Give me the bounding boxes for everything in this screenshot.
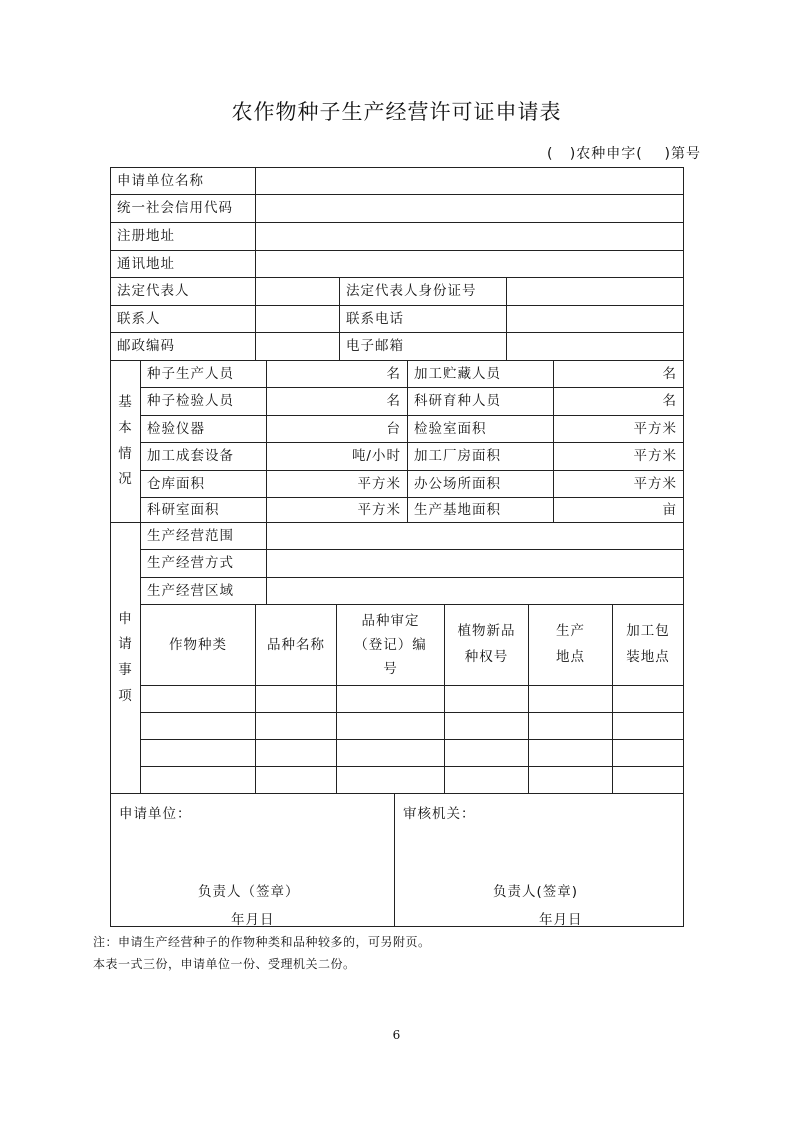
basic-value[interactable]: 平方米 — [267, 498, 408, 523]
crop-row-cell[interactable] — [445, 686, 529, 713]
crop-row-cell[interactable] — [445, 767, 529, 794]
crop-row-cell[interactable] — [141, 713, 256, 740]
crop-row-cell[interactable] — [529, 686, 613, 713]
field-contact[interactable] — [256, 306, 340, 333]
crop-row-cell[interactable] — [141, 686, 256, 713]
basic-label: 办公场所面积 — [408, 471, 554, 498]
basic-value[interactable]: 台 — [267, 416, 408, 443]
label-legal-rep-id: 法定代表人身份证号 — [340, 278, 507, 306]
form-title: 农作物种子生产经营许可证申请表 — [231, 100, 562, 124]
crop-row-cell[interactable] — [529, 713, 613, 740]
basic-value[interactable]: 名 — [267, 388, 408, 416]
label-email: 电子邮箱 — [340, 333, 507, 361]
field-email[interactable] — [507, 333, 683, 361]
basic-label: 加工贮藏人员 — [408, 361, 554, 388]
basic-value[interactable]: 平方米 — [554, 471, 683, 498]
field-scope[interactable] — [267, 523, 683, 550]
crop-row-cell[interactable] — [337, 740, 445, 767]
field-mailing-address[interactable] — [256, 251, 683, 278]
label-mailing-address: 通讯地址 — [111, 251, 256, 278]
label-mode: 生产经营方式 — [141, 550, 267, 578]
crop-row-cell[interactable] — [141, 767, 256, 794]
crop-row-cell[interactable] — [256, 713, 337, 740]
crop-row-cell[interactable] — [256, 767, 337, 794]
basic-value[interactable]: 名 — [267, 361, 408, 388]
field-registered-address[interactable] — [256, 223, 683, 251]
label-phone: 联系电话 — [340, 306, 507, 333]
basic-value[interactable]: 平方米 — [554, 416, 683, 443]
label-applicant-name: 申请单位名称 — [111, 168, 256, 195]
crop-row-cell[interactable] — [256, 686, 337, 713]
crop-row-cell[interactable] — [529, 740, 613, 767]
field-legal-rep[interactable] — [256, 278, 340, 306]
label-registered-address: 注册地址 — [111, 223, 256, 251]
col-pvp-no: 植物新品 种权号 — [445, 605, 529, 686]
crop-row-cell[interactable] — [445, 713, 529, 740]
document-number: ( )农种申字( )第号 — [546, 146, 701, 162]
col-variety: 品种名称 — [256, 605, 337, 686]
col-approval-no: 品种审定 （登记）编 号 — [337, 605, 445, 686]
crop-row-cell[interactable] — [613, 686, 683, 713]
field-mode[interactable] — [267, 550, 683, 578]
label-region: 生产经营区域 — [141, 578, 267, 605]
basic-label: 检验室面积 — [408, 416, 554, 443]
reviewer-responsible: 负责人(签章) — [493, 884, 579, 900]
basic-label: 科研育种人员 — [408, 388, 554, 416]
label-postcode: 邮政编码 — [111, 333, 256, 361]
field-legal-rep-id[interactable] — [507, 278, 683, 306]
label-contact: 联系人 — [111, 306, 256, 333]
crop-row-cell[interactable] — [613, 767, 683, 794]
crop-row-cell[interactable] — [613, 713, 683, 740]
basic-label: 科研室面积 — [141, 498, 267, 523]
crop-row-cell[interactable] — [529, 767, 613, 794]
basic-value[interactable]: 平方米 — [267, 471, 408, 498]
label-scope: 生产经营范围 — [141, 523, 267, 550]
col-crop: 作物种类 — [141, 605, 256, 686]
label-legal-rep: 法定代表人 — [111, 278, 256, 306]
basic-label: 加工成套设备 — [141, 443, 267, 471]
basic-label: 种子检验人员 — [141, 388, 267, 416]
basic-value[interactable]: 亩 — [554, 498, 683, 523]
crop-row-cell[interactable] — [256, 740, 337, 767]
basic-label: 种子生产人员 — [141, 361, 267, 388]
basic-value[interactable]: 平方米 — [554, 443, 683, 471]
col-production-site: 生产 地点 — [529, 605, 613, 686]
reviewer-date: 年月日 — [539, 912, 583, 928]
note-line-1: 注：申请生产经营种子的作物种类和品种较多的，可另附页。 — [93, 935, 431, 949]
basic-value[interactable]: 吨/小时 — [267, 443, 408, 471]
field-applicant-name[interactable] — [256, 168, 683, 195]
crop-row-cell[interactable] — [141, 740, 256, 767]
application-section-label: 申 请 事 项 — [111, 523, 141, 794]
col-processing-site: 加工包 装地点 — [613, 605, 683, 686]
basic-value[interactable]: 名 — [554, 361, 683, 388]
basic-section-label: 基 本 情 况 — [111, 361, 141, 523]
applicant-label: 申请单位： — [119, 806, 192, 822]
field-credit-code[interactable] — [256, 195, 683, 223]
crop-row-cell[interactable] — [337, 713, 445, 740]
application-form — [110, 167, 684, 927]
basic-value[interactable]: 名 — [554, 388, 683, 416]
page-number: 6 — [392, 1028, 401, 1042]
applicant-date: 年月日 — [231, 912, 275, 928]
crop-row-cell[interactable] — [337, 767, 445, 794]
field-postcode[interactable] — [256, 333, 340, 361]
field-region[interactable] — [267, 578, 683, 605]
basic-label: 加工厂房面积 — [408, 443, 554, 471]
crop-row-cell[interactable] — [445, 740, 529, 767]
basic-label: 生产基地面积 — [408, 498, 554, 523]
basic-label: 仓库面积 — [141, 471, 267, 498]
reviewer-label: 审核机关： — [403, 806, 476, 822]
applicant-responsible: 负责人（签章） — [198, 884, 300, 900]
basic-label: 检验仪器 — [141, 416, 267, 443]
field-phone[interactable] — [507, 306, 683, 333]
crop-row-cell[interactable] — [613, 740, 683, 767]
label-credit-code: 统一社会信用代码 — [111, 195, 256, 223]
crop-row-cell[interactable] — [337, 686, 445, 713]
note-line-2: 本表一式三份，申请单位一份、受理机关二份。 — [93, 957, 356, 971]
